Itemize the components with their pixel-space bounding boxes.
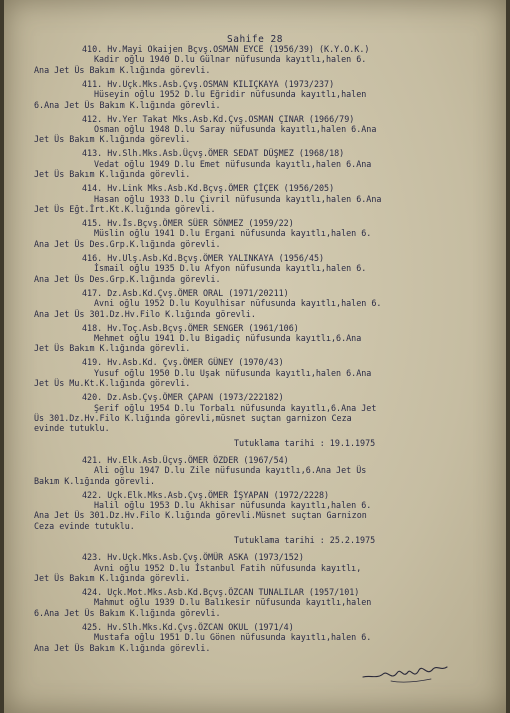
entry-line: Ali oğlu 1947 D.lu Zile nüfusunda kayıtlı,6.Ana Jet Üs xyxy=(94,465,367,476)
entry-title: 421. Hv.Elk.Asb.Üçvş.ÖMER ÖZDER (1967/54) xyxy=(82,454,289,465)
entry-line: Hasan oğlu 1933 D.lu Çivril nüfusunda kayıtlı,halen 6.Ana xyxy=(94,193,382,204)
entry-line: Jet Üs Bakım K.lığında görevli. xyxy=(34,169,191,180)
entry-line: Mahmut oğlu 1939 D.lu Balıkesir nüfusunda kayıtlı,halen xyxy=(94,597,372,608)
list-item xyxy=(34,148,489,179)
entry-line: Ana Jet Üs 301.Dz.Hv.Filo K.lığında görevli. xyxy=(34,308,256,319)
entry-line: Kadir oğlu 1940 D.lu Gülnar nüfusunda kayıtlı,halen 6. xyxy=(94,54,367,65)
entry-line: 6.Ana Jet Üs Bakım K.lığında görevli. xyxy=(34,607,221,618)
list-item xyxy=(34,587,489,618)
entry-title: 410. Hv.Mayi Okaijen Bçvş.OSMAN EYCE (1956/39) (K.Y.O.K.) xyxy=(82,44,370,54)
entry-title: 415. Hv.İs.Bçvş.ÖMER SÜER SÖNMEZ (1959/22) xyxy=(82,218,294,229)
entry-line: Müslin oğlu 1941 D.lu Ergani nüfusunda kayıtlı,halen 6. xyxy=(94,228,372,239)
entry-line: Halil oğlu 1953 D.lu Akhisar nüfusunda kayıtlı,halen 6. xyxy=(94,499,372,510)
entry-line: Ceza evinde tutuklu. xyxy=(34,520,135,531)
list-item xyxy=(34,44,489,75)
list-item xyxy=(34,323,489,354)
list-item xyxy=(34,183,489,214)
entry-line: İsmail oğlu 1935 D.lu Afyon nüfusunda kayıtlı,halen 6. xyxy=(94,263,367,274)
list-item xyxy=(34,552,489,583)
list-item xyxy=(34,253,489,284)
entry-line: Ana Jet Üs Des.Grp.K.lığında görevli. xyxy=(34,238,221,249)
list-item xyxy=(34,455,489,486)
list-item xyxy=(34,357,489,388)
document-page xyxy=(4,0,506,713)
entry-line: Jet Üs Bakım K.lığında görevli. xyxy=(34,343,191,354)
entry-line: Avni oğlu 1952 D.lu İstanbul Fatih nüfusunda kayıtlı, xyxy=(94,562,362,573)
entry-line: Bakım K.lığında görevli. xyxy=(34,475,156,486)
list-item xyxy=(34,218,489,249)
entry-title: 412. Hv.Yer Takat Mks.Asb.Kd.Çvş.OSMAN ÇINAR (1966/79) xyxy=(82,113,355,124)
handwritten-signature xyxy=(361,655,451,685)
entry-line: Ana Jet Üs Des.Grp.K.lığında görevli. xyxy=(34,273,221,284)
entry-title: 417. Dz.Asb.Kd.Çvş.ÖMER ORAL (1971/20211) xyxy=(82,287,289,298)
entry-title: 423. Hv.Uçk.Mks.Asb.Çvş.ÖMÜR ASKA (1973/152) xyxy=(82,552,304,563)
list-item xyxy=(34,392,489,449)
entry-line: 6.Ana Jet Üs Bakım K.lığında görevli. xyxy=(34,99,221,110)
entry-line: Ana Jet Üs Bakım K.lığında görevli. xyxy=(34,642,211,653)
entry-line: Hüseyin oğlu 1952 D.lu Eğridir nüfusunda kayıtlı,halen xyxy=(94,89,367,100)
entry-line: Ana Jet Üs 301.Dz.Hv.Filo K.lığında görevli.Müsnet suçtan Garnizon xyxy=(34,510,367,521)
entry-title: 414. Hv.Link Mks.Asb.Kd.Bçvş.ÖMER ÇİÇEK (1956/205) xyxy=(82,183,335,194)
entry-title: 424. Uçk.Mot.Mks.Asb.Kd.Bçvş.ÖZCAN TUNALILAR (1957/101) xyxy=(82,587,360,597)
list-item xyxy=(34,114,489,145)
entry-line: Vedat oğlu 1949 D.lu Emet nüfusunda kayıtlı,halen 6.Ana xyxy=(94,158,372,169)
entry-line: Osman oğlu 1948 D.lu Saray nüfusunda kayıtlı,halen 6.Ana xyxy=(94,124,377,135)
entry-title: 419. Hv.Asb.Kd. Çvş.ÖMER GÜNEY (1970/43) xyxy=(82,357,284,368)
entry-line: Şerif oğlu 1954 D.lu Torbalı nüfusunda kayıtlı,6.Ana Jet xyxy=(94,402,377,413)
list-item xyxy=(34,288,489,319)
entry-line: Jet Üs Bakım K.lığında görevli. xyxy=(34,573,191,583)
detention-date-note: Tutuklama tarihi : 19.1.1975 xyxy=(234,437,376,448)
entry-title: 425. Hv.Slh.Mks.Kd.Çvş.ÖZCAN OKUL (1971/4) xyxy=(82,621,294,632)
entry-line: Yusuf oğlu 1950 D.lu Uşak nüfusunda kayıtlı,halen 6.Ana xyxy=(94,367,372,378)
entry-line: Mustafa oğlu 1951 D.lu Gönen nüfusunda kayıtlı,halen 6. xyxy=(94,632,372,643)
entry-title: 413. Hv.Slh.Mks.Asb.Üçvş.ÖMER SEDAT DÜŞMEZ (1968/18) xyxy=(82,148,345,159)
entry-line: Ana Jet Üs Bakım K.lığında görevli. xyxy=(34,64,211,75)
list-item xyxy=(34,622,489,653)
entry-list xyxy=(34,44,489,657)
list-item xyxy=(34,490,489,547)
entry-title: 411. Hv.Uçk.Mks.Asb.Çvş.OSMAN KILIÇKAYA (1973/237) xyxy=(82,78,335,89)
entry-line: Jet Üs Eğt.İrt.Kt.K.lığında görevli. xyxy=(34,204,216,215)
list-item xyxy=(34,79,489,110)
detention-date-note: Tutuklama tarihi : 25.2.1975 xyxy=(234,535,376,546)
entry-line: evinde tutuklu. xyxy=(34,423,110,434)
entry-line: Üs 301.Dz.Hv.Filo K.lığında görevli,müsnet suçtan garnizon Ceza xyxy=(34,412,352,423)
entry-line: Mehmet oğlu 1941 D.lu Bigadiç nüfusunda kayıtlı,6.Ana xyxy=(94,332,362,343)
entry-line: Avni oğlu 1952 D.lu Koyulhisar nüfusunda kayıtlı,halen 6. xyxy=(94,298,382,309)
entry-title: 418. Hv.Toç.Asb.Bçvş.ÖMER SENGER (1961/106) xyxy=(82,322,299,333)
page-header: Sahife 28 xyxy=(227,34,283,45)
entry-title: 422. Uçk.Elk.Mks.Asb.Çvş.ÖMER İŞYAPAN (1972/2228) xyxy=(82,489,330,500)
entry-line: Jet Üs Bakım K.lığında görevli. xyxy=(34,134,191,145)
entry-title: 416. Hv.Ulş.Asb.Kd.Bçvş.ÖMER YALINKAYA (1956/45) xyxy=(82,252,325,263)
entry-title: 420. Dz.Asb.Çvş.ÖMER ÇAPAN (1973/222182) xyxy=(82,392,284,403)
entry-line: Jet Üs Mu.Kt.K.lığında görevli. xyxy=(34,378,191,389)
